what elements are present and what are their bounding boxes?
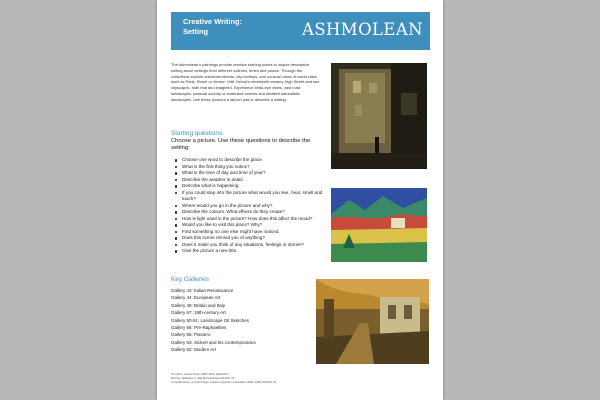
gallery-item: Gallery 50-51: Landscape Oil Sketches [171,317,250,323]
gallery-item: Gallery 63: Sickert and his contemporaries [171,339,256,345]
gallery-item: Gallery 43: Italian Renaissance [171,288,234,293]
credit-line: The Slum, James Pryde (1866-1941) WA1949.2 [171,373,229,376]
question-item: Find something no one else might have noticed. [175,229,329,236]
gallery-item: Gallery 66: Pre-Raphaelites [171,325,227,331]
intro-paragraph: The Ashmolean's paintings provide creative starting points to inspire descriptive writing about settings from different cultures, times and places. Through the collections explore suburban streets, city rooftops, and unusual views of world cities such as Paris, Rome or Venice. Visit Oxford's nineteenth century High Street and see cityscapes, both real and imagined. Experience birds-eye views, vast rural landscapes, pastoral country or waterside scenes and detailed naturalistic landscapes. Use these pictures a launch pad to describe a setting. [171,62,320,102]
gallery-item: Gallery 49: Britain and Italy [171,302,226,308]
question-item: Describe what is happening. [175,183,329,190]
credit-line: A Candle Shop, Le Quai d'Alger, Eugène Augustin Lesbazeilles (1862-1935) WA1937.33 [171,380,277,384]
document-title [183,17,283,37]
galleries-list [171,287,301,354]
image-credits [171,373,371,385]
title-line-1: Creative Writing: [183,17,242,26]
question-item: Would you like to visit this place? Why? [175,222,329,229]
question-item: Does it make you think of any situations, feelings or stories? [175,242,329,249]
candle-shop-painting [316,279,429,364]
title-line-2: Setting [183,27,209,36]
question-item: Does this scene remind you of anything? [175,235,329,242]
murnau-painting [331,188,427,262]
gallery-item: Gallery 67: 19th-century Art [171,310,226,316]
question-item: Choose one word to describe the place. [175,157,329,164]
key-galleries-heading: Key Galleries [171,276,210,283]
starting-questions-heading: Starting questions: [171,130,224,137]
question-item: What is the time of day and time of year? [175,170,329,177]
gallery-item: Gallery 62: Modern Art [171,347,217,353]
header-banner [171,12,430,50]
slum-painting [331,63,427,169]
question-item: Describe the weather in detail. [175,177,329,184]
question-item: If you could step into the picture what would you see, hear, smell and touch? [175,190,329,203]
document-page [157,0,443,400]
credit-line: Murnau: Staffelsee II, Wassily Kandinsky WA1997.15 [171,376,235,380]
gallery-item: Gallery 44: European Art [171,295,221,301]
questions-prompt: Choose a picture. Use these questions to describe the setting: [171,138,311,152]
ashmolean-logo: ASHMOLEAN [302,20,423,39]
gallery-item: Gallery 65: Pissarro [171,332,211,338]
questions-list [175,157,329,255]
question-item: Give the picture a new title. [175,248,329,255]
question-item: What is the first thing you notice? [175,164,329,171]
question-item: Describe the colours. What effects do they create? [175,209,329,216]
question-item: Where would you go in the picture and why? [175,203,329,210]
question-item: How is light used in the picture? How does this affect the mood? [175,216,329,223]
